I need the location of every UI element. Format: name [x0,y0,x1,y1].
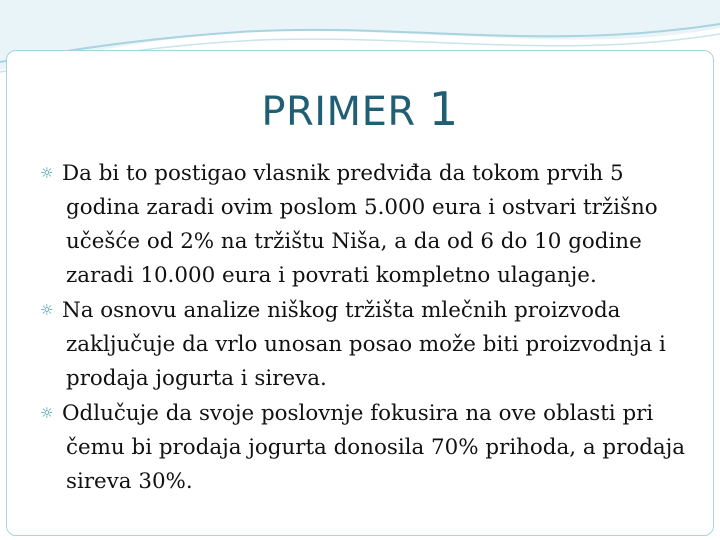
sun-ornament-icon: ☼ [40,164,54,182]
bullet-item [40,156,690,293]
bullet-item [40,396,690,499]
slide-body [40,156,690,499]
bullet-text: Na osnovu analize niškog tržišta mlečnih proizvoda zaključuje da vrlo unosan posao može biti proizvodnja i prodaja jogurta i sireva. [62,298,666,391]
bullet-item [40,293,690,396]
sun-ornament-icon: ☼ [40,404,54,422]
bullet-text: Da bi to postigao vlasnik predviđa da tokom prvih 5 godina zaradi ovim poslom 5.000 eura i ostvari tržišno učešće od 2% na tržištu Niša, a da od 6 do 10 godine zaradi 10.000 eura i povrati kompletno ulaganje. [62,161,658,288]
title-text: PRIMER [261,89,416,135]
bullet-text: Odlučuje da svoje poslovnje fokusira na ove oblasti pri čemu bi prodaja jogurta donosila 70% prihoda, a prodaja sireva 30%. [62,401,686,494]
sun-ornament-icon: ☼ [40,301,54,319]
title-number: 1 [428,82,459,136]
slide-title [0,82,720,136]
